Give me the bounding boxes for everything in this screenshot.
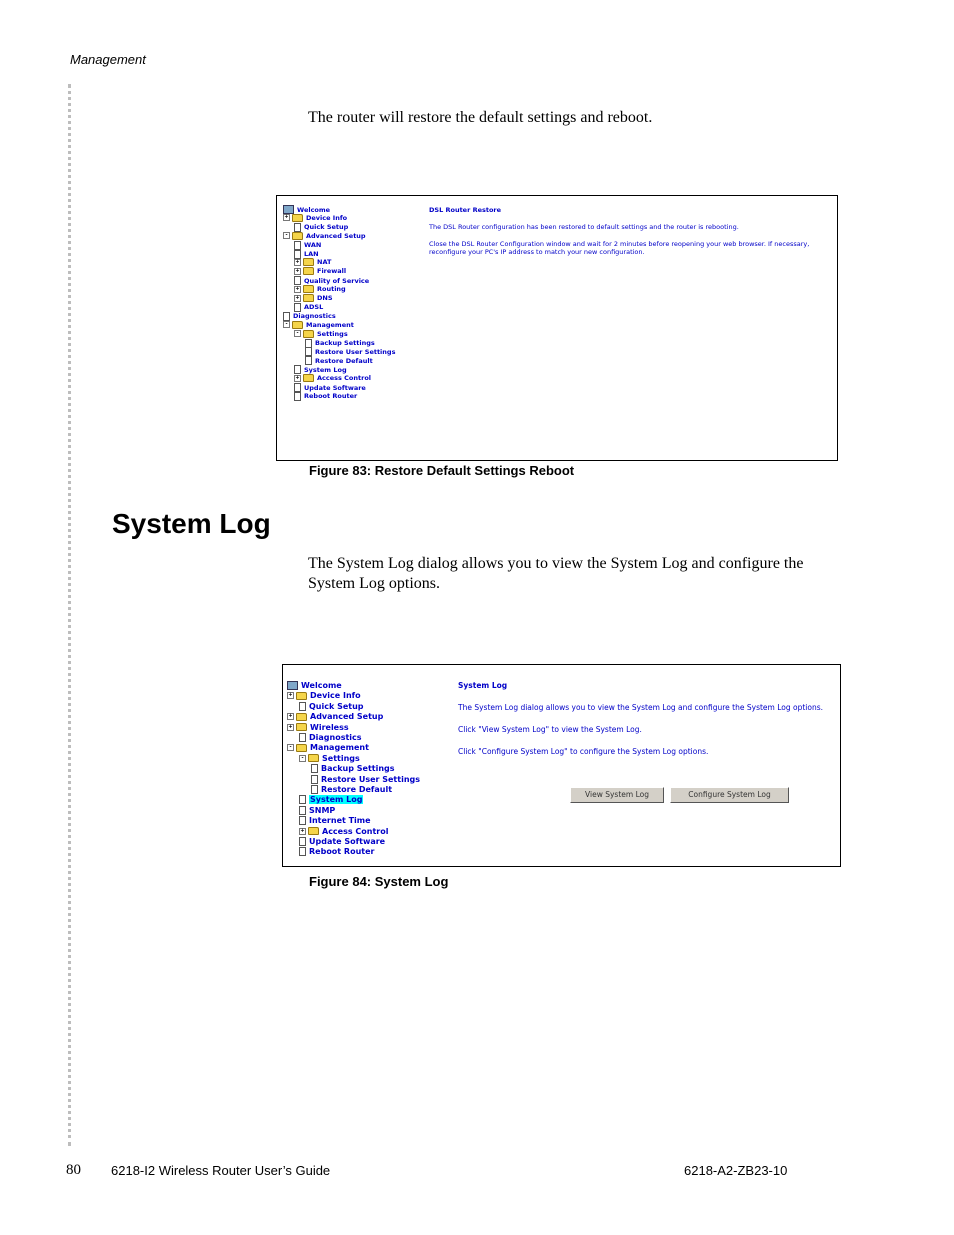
tree-item[interactable] [299, 754, 360, 763]
tree-item-label: DNS [317, 294, 333, 302]
tree-item-label: Firewall [317, 267, 347, 276]
page-icon [294, 276, 301, 285]
page-icon [294, 223, 301, 232]
intro-paragraph: The router will restore the default settings and reboot. [308, 109, 653, 126]
page-icon [299, 702, 306, 711]
figure-84-caption: Figure 84: System Log [309, 874, 449, 889]
tree-item-label: Quick Setup [309, 701, 364, 711]
folder-icon [292, 321, 303, 329]
tree-item[interactable] [311, 785, 392, 794]
panel-line-1: The System Log dialog allows you to view the System Log and configure the System Log options. [458, 703, 824, 712]
panel-line-2: Click "View System Log" to view the System Log. [458, 725, 642, 734]
tree-item[interactable] [311, 764, 395, 773]
tree-item[interactable] [294, 392, 357, 401]
figure-83-caption: Figure 83: Restore Default Settings Reboot [309, 463, 575, 478]
tree-item-label: Diagnostics [293, 312, 336, 321]
tree-item-label: ADSL [304, 303, 324, 312]
folder-icon [303, 267, 314, 275]
expand-icon[interactable]: + [288, 692, 293, 699]
restore-panel [429, 206, 809, 256]
folder-icon [303, 294, 314, 302]
page-icon [305, 347, 312, 356]
tree-item-label: Welcome [301, 681, 342, 690]
collapse-icon[interactable]: - [299, 755, 306, 762]
folder-icon [303, 330, 314, 338]
page-icon [283, 312, 290, 321]
tree-item[interactable] [305, 339, 375, 348]
page-number: 80 [66, 1162, 81, 1178]
page-icon [294, 365, 301, 374]
page-icon [311, 764, 318, 773]
tree-item[interactable] [294, 294, 333, 302]
tree-item[interactable] [283, 214, 347, 222]
tree-item[interactable] [294, 276, 369, 285]
margin-rule [68, 84, 71, 1146]
tree-item-label: Settings [317, 329, 348, 338]
folder-icon [308, 827, 319, 835]
tree-item-label: Backup Settings [321, 764, 395, 774]
tree-item[interactable] [287, 681, 342, 690]
tree-item-label: LAN [304, 250, 319, 258]
tree-item-label: SNMP [309, 805, 336, 815]
section-line-2: System Log options. [308, 575, 441, 592]
page-icon [294, 303, 301, 312]
tree-item[interactable] [311, 775, 420, 784]
expand-icon[interactable]: + [295, 374, 300, 381]
folder-icon [296, 723, 307, 731]
tree-item[interactable] [294, 303, 323, 312]
collapse-icon[interactable]: - [287, 744, 294, 751]
page-icon [311, 775, 318, 784]
collapse-icon[interactable]: - [294, 330, 301, 337]
tree-item[interactable] [294, 241, 321, 250]
tree-item-label: WAN [304, 241, 322, 250]
tree-item-label: Routing [317, 285, 346, 294]
tree-item[interactable] [305, 347, 395, 356]
tree-item-label: Reboot Router [309, 847, 375, 857]
tree-item[interactable] [294, 285, 346, 293]
tree-item[interactable] [283, 205, 330, 214]
tree-item-label: Wireless [310, 722, 349, 732]
page-icon [299, 795, 306, 804]
collapse-icon[interactable]: - [283, 321, 290, 328]
tree-item[interactable] [294, 330, 348, 338]
tree-item-label: Quick Setup [304, 223, 349, 232]
page-icon [299, 837, 306, 846]
tree-item[interactable] [299, 702, 364, 711]
panel-line-2: Close the DSL Router Configuration window and wait for 2 minutes before reopening your web browser. If necessary, [429, 240, 810, 248]
tree-item-label: NAT [317, 258, 332, 267]
tree-item-label: Restore Default [321, 785, 393, 794]
panel-line-3: Click "Configure System Log" to configure the System Log options. [458, 747, 709, 756]
page-icon [294, 383, 301, 392]
folder-icon [303, 374, 314, 382]
expand-icon[interactable]: + [295, 294, 300, 301]
section-line-1: The System Log dialog allows you to view the System Log and configure the [308, 555, 804, 572]
tree-item-label: Advanced Setup [306, 231, 366, 240]
figure-83-screenshot [276, 195, 838, 461]
folder-icon [292, 232, 303, 240]
tree-item-label: Welcome [297, 205, 331, 214]
folder-icon [303, 258, 314, 266]
expand-icon[interactable]: + [300, 827, 305, 834]
tree-item[interactable] [287, 712, 383, 721]
computer-icon [283, 205, 294, 214]
tree-item[interactable] [299, 816, 371, 825]
expand-icon[interactable]: + [295, 258, 300, 265]
page-icon [294, 241, 301, 250]
expand-icon[interactable]: + [295, 267, 300, 274]
folder-icon [308, 754, 319, 762]
tree-item-label: Management [310, 743, 369, 753]
page-icon [299, 733, 306, 742]
tree-item[interactable] [299, 795, 363, 804]
expand-icon[interactable]: + [284, 214, 289, 221]
tree-item-label: Update Software [304, 383, 366, 392]
collapse-icon[interactable]: - [283, 232, 290, 239]
tree-item[interactable] [294, 223, 348, 232]
panel-line-3: reconfigure your PC's IP address to match your new configuration. [429, 248, 645, 256]
page-icon [311, 785, 318, 794]
folder-icon [303, 285, 314, 293]
tree-item-label: Advanced Setup [310, 712, 384, 722]
page-icon [305, 356, 312, 365]
page-icon [294, 392, 301, 401]
figure-84-screenshot [282, 664, 841, 867]
folder-icon [296, 713, 307, 721]
tree-item-label: System Log [304, 365, 347, 374]
running-head: Management [70, 52, 146, 67]
folder-icon [296, 744, 307, 752]
tree-item[interactable] [299, 837, 385, 846]
section-paragraph [308, 554, 803, 594]
tree-item-label: Reboot Router [304, 392, 358, 401]
tree-item[interactable] [294, 267, 346, 275]
tree-item[interactable] [305, 356, 373, 365]
tree-item[interactable] [294, 383, 366, 392]
tree-item-label: Restore Default [315, 356, 373, 365]
system-log-panel [458, 681, 823, 756]
tree-item[interactable] [299, 806, 335, 815]
tree-item-label: Restore User Settings [315, 347, 396, 356]
page-icon [299, 806, 306, 815]
tree-item[interactable] [283, 321, 354, 329]
panel-line-1: The DSL Router configuration has been restored to default settings and the router is rebooting. [429, 223, 739, 231]
tree-item[interactable] [294, 250, 319, 259]
panel-title: System Log [458, 681, 508, 690]
tree-item-label: Settings [322, 753, 360, 763]
tree-item[interactable] [299, 847, 374, 856]
tree-item-label: Update Software [309, 837, 386, 846]
tree-item-label: Device Info [310, 691, 361, 701]
tree-item[interactable] [294, 374, 371, 382]
page-icon [294, 250, 301, 259]
expand-icon[interactable]: + [288, 713, 293, 720]
tree-item-label: System Log [310, 795, 363, 805]
tree-item-label: Access Control [322, 826, 389, 836]
guide-title: 6218-I2 Wireless Router User’s Guide [111, 1163, 331, 1178]
tree-item-label: Device Info [306, 213, 348, 222]
tree-item[interactable] [299, 827, 388, 836]
expand-icon[interactable]: + [288, 723, 293, 730]
computer-icon [287, 681, 298, 690]
tree-item-label: Backup Settings [315, 339, 375, 347]
tree-item-label: Quality of Service [304, 276, 370, 285]
view-system-log-button[interactable]: View System Log [570, 787, 664, 803]
page-icon [299, 847, 306, 856]
tree-item-label: Restore User Settings [321, 774, 420, 784]
page-icon [299, 816, 306, 825]
tree-item[interactable] [287, 691, 361, 700]
panel-title: DSL Router Restore [429, 206, 502, 214]
tree-item[interactable] [287, 743, 369, 752]
expand-icon[interactable]: + [295, 285, 300, 292]
page-icon [305, 339, 312, 348]
tree-item[interactable] [299, 733, 362, 742]
section-title: System Log [112, 508, 271, 539]
tree-item-label: Diagnostics [309, 733, 362, 742]
tree-item-label: Access Control [317, 374, 372, 383]
tree-item[interactable] [294, 365, 347, 374]
tree-item[interactable] [283, 312, 336, 321]
tree-item-label: Management [306, 320, 354, 329]
tree-item[interactable] [283, 232, 366, 240]
configure-system-log-button[interactable]: Configure System Log [670, 787, 789, 803]
folder-icon [296, 692, 307, 700]
tree-item[interactable] [294, 258, 331, 266]
tree-item[interactable] [287, 723, 349, 732]
folder-icon [292, 214, 303, 222]
document-code: 6218-A2-ZB23-10 [684, 1163, 788, 1178]
tree-item-label: Internet Time [309, 816, 371, 826]
